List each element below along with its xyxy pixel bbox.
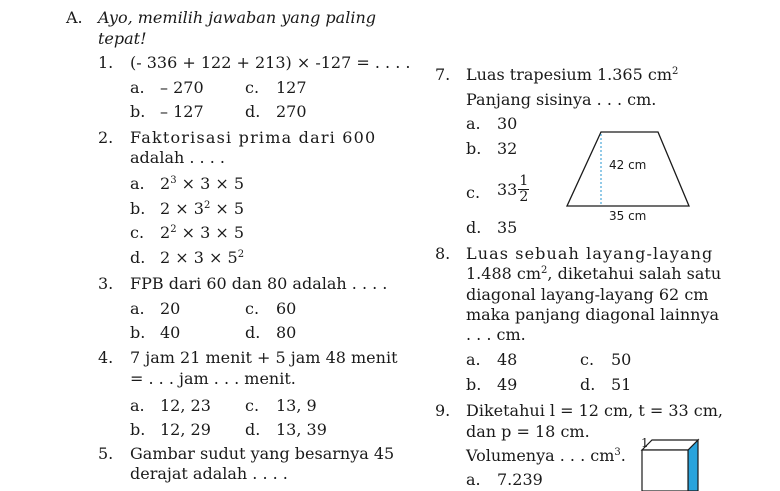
cuboid-figure <box>638 436 718 491</box>
question-number: 9. <box>435 401 451 420</box>
question-text-cont: dan p = 18 cm. <box>466 422 590 441</box>
option-key: d. <box>466 218 482 237</box>
option-key: c. <box>466 183 481 202</box>
question-number: 2. <box>98 128 114 147</box>
option-d: 51 <box>611 375 632 394</box>
question-text: 7 jam 21 menit + 5 jam 48 menit <box>130 348 398 367</box>
question-number: 3. <box>98 274 114 293</box>
question-text: (- 336 + 122 + 213) × -127 = . . . . <box>130 53 411 72</box>
cuboid-top-face <box>642 440 698 450</box>
option-a: 30 <box>497 114 518 133</box>
section-title: Ayo, memilih jawaban yang paling <box>98 8 376 27</box>
option-key: b. <box>130 323 146 342</box>
option-d: 35 <box>497 218 518 237</box>
question-text: Diketahui l = 12 cm, t = 33 cm, <box>466 401 724 420</box>
option-c: 13, 9 <box>276 396 317 415</box>
question-text-cont: diagonal layang-layang 62 cm <box>466 285 709 304</box>
option-b: – 127 <box>160 102 204 121</box>
option-key: a. <box>466 114 481 133</box>
question-text-cont: . . . cm. <box>466 325 526 344</box>
question-text-cont: Panjang sisinya . . . cm. <box>466 90 657 109</box>
question-text-cont: Volumenya . . . $cm^3$. <box>466 446 626 465</box>
question-text: Luas sebuah layang-layang <box>466 244 714 263</box>
option-key: d. <box>245 420 261 439</box>
option-key: a. <box>466 470 481 489</box>
trapezoid-top-label: 42 cm <box>609 158 647 172</box>
question-text: Luas trapesium 1.365 $cm^2$ <box>466 65 679 84</box>
option-key: c. <box>245 78 260 97</box>
option-d: 13, 39 <box>276 420 327 439</box>
trapezoid-figure <box>565 128 695 223</box>
option-key: c. <box>580 350 595 369</box>
option-c: 33 $\frac{1}{2}$ <box>497 173 529 205</box>
question-text-cont: 1.488 $cm^2$, diketahui salah satu <box>466 264 722 283</box>
section-title-cont: tepat! <box>98 29 147 48</box>
option-a: 7.239 <box>497 470 543 489</box>
option-key: c. <box>245 396 260 415</box>
option-key: c. <box>130 223 145 242</box>
question-text-cont: = . . . jam . . . menit. <box>130 369 296 388</box>
question-text: Faktorisasi prima dari 600 <box>130 128 377 147</box>
question-text-cont: adalah . . . . <box>130 148 225 167</box>
option-key: d. <box>130 248 146 267</box>
option-d: $2 \times 3 \times 5^2$ <box>160 248 245 267</box>
cuboid-front-face <box>642 450 688 491</box>
option-a: 48 <box>497 350 518 369</box>
option-key: a. <box>466 350 481 369</box>
option-key: d. <box>245 102 261 121</box>
option-b: 49 <box>497 375 518 394</box>
question-number: 1. <box>98 53 114 72</box>
option-d: 80 <box>276 323 297 342</box>
option-a: 20 <box>160 299 181 318</box>
option-a: $2^3 \times 3 \times 5$ <box>160 174 245 193</box>
question-text-cont: derajat adalah . . . . <box>130 464 288 483</box>
question-number: 5. <box>98 444 114 463</box>
option-key: a. <box>130 174 145 193</box>
question-text-cont: maka panjang diagonal lainnya <box>466 305 720 324</box>
option-d: 270 <box>276 102 307 121</box>
option-a: – 270 <box>160 78 204 97</box>
trapezoid-bottom-label: 35 cm <box>609 209 647 223</box>
option-b: 40 <box>160 323 181 342</box>
section-letter: A. <box>66 8 83 27</box>
option-key: a. <box>130 396 145 415</box>
cuboid-label: 1 <box>641 436 649 450</box>
option-key: a. <box>130 78 145 97</box>
question-number: 4. <box>98 348 114 367</box>
question-number: 7. <box>435 65 451 84</box>
option-c: 50 <box>611 350 632 369</box>
option-key: b. <box>466 375 482 394</box>
option-b: $2 \times 3^2 \times 5$ <box>160 199 245 218</box>
option-c: $2^2 \times 3 \times 5$ <box>160 223 245 242</box>
question-number: 8. <box>435 244 451 263</box>
option-key: b. <box>130 199 146 218</box>
option-key: b. <box>466 139 482 158</box>
option-key: b. <box>130 420 146 439</box>
question-text: Gambar sudut yang besarnya 45 <box>130 444 395 463</box>
option-b: 12, 29 <box>160 420 211 439</box>
option-b: 32 <box>497 139 518 158</box>
option-key: d. <box>245 323 261 342</box>
option-c: 127 <box>276 78 307 97</box>
option-key: a. <box>130 299 145 318</box>
option-c: 60 <box>276 299 297 318</box>
option-key: c. <box>245 299 260 318</box>
option-key: d. <box>580 375 596 394</box>
option-key: b. <box>130 102 146 121</box>
option-a: 12, 23 <box>160 396 211 415</box>
question-text: FPB dari 60 dan 80 adalah . . . . <box>130 274 388 293</box>
